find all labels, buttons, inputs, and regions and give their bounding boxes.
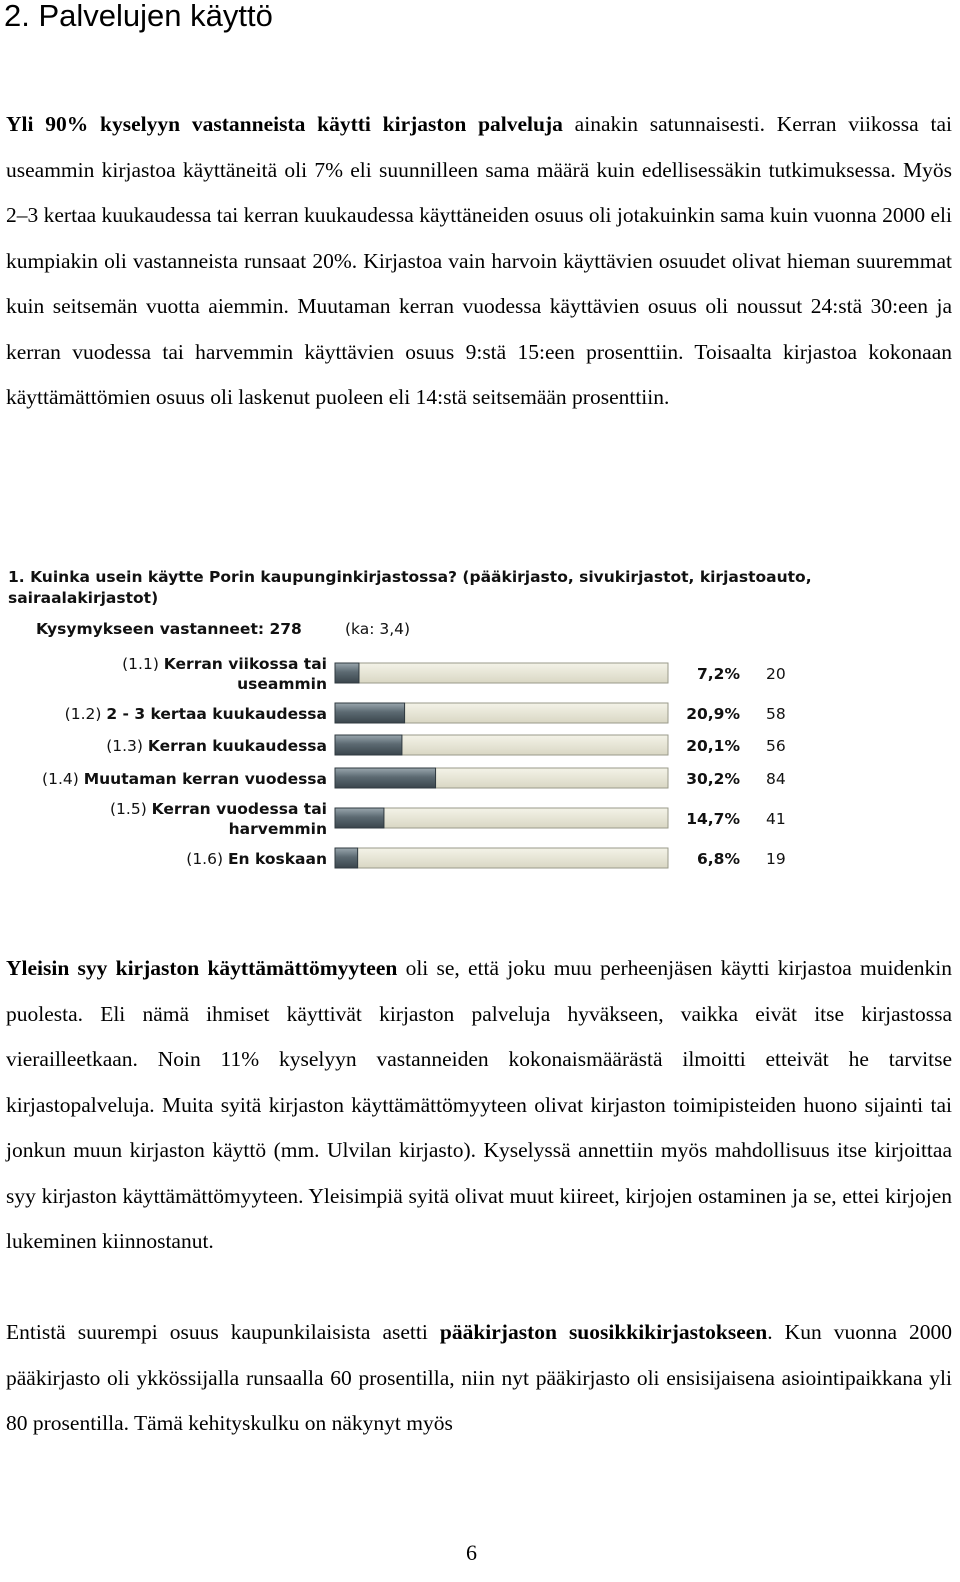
- count-label: 20: [766, 665, 786, 683]
- value-label: 20,9%: [686, 705, 740, 723]
- intro-text: ainakin satunnaisesti. Kerran viikossa tai useammin kirjastoa käyttäneitä oli 7% eli suunnilleen sama määrä kuin edellisessäkin tutkimuksessa. Myös 2–3 kertaa kuukaudessa tai kerran kuukaudessa käyttäneiden osuus oli jotakuinkin sama kuin vuonna 2000 eli kumpiakin oli vastanneista runsaat 20%. Kirjastoa vain harvoin käyttävien osuudet olivat hieman suuremmat kuin seitsemän vuotta aiemmin. Muutaman kerran vuodessa käyttävien osuus oli noussut 24:stä 30:een ja kerran vuodessa tai harvemmin käyttävien osuus 9:stä 15:een prosenttiin. Toisaalta kirjastoa kokonaan käyttämättömien osuus oli laskenut puoleen eli 14:stä seitsemään prosenttiin.: [6, 112, 952, 409]
- nonuse-paragraph: [6, 946, 952, 1265]
- category-text: harvemmin: [228, 820, 327, 838]
- category-label: [42, 770, 327, 788]
- category-text: Muutaman kerran vuodessa: [83, 770, 327, 788]
- category-label: [229, 820, 327, 838]
- category-text: useammin: [237, 675, 327, 693]
- category-code: (1.5): [110, 800, 152, 818]
- count-label: 19: [766, 850, 786, 868]
- value-label: 7,2%: [697, 665, 740, 683]
- bar: [335, 703, 405, 723]
- category-code: (1.2): [64, 705, 107, 723]
- favourite-text-after: . Kun vuonna 2000 pääkirjasto oli ykkössijalla runsaalla 60 prosentilla, niin nyt pääkirjasto oli ensisijaisena asiointipaikkana yli 80 prosentilla. Tämä kehityskulku on näkynyt myös: [6, 1320, 952, 1435]
- value-label: 6,8%: [697, 850, 740, 868]
- category-text: En koskaan: [227, 850, 327, 868]
- category-text: Kerran viikossa tai: [163, 655, 327, 673]
- bar-track: [335, 663, 668, 683]
- chart-question-line2: sairaalakirjastot): [8, 589, 159, 607]
- category-code: (1.6): [186, 850, 228, 868]
- count-label: 56: [766, 737, 786, 755]
- bar-track: [335, 848, 668, 868]
- bar: [335, 768, 436, 788]
- category-label: [186, 850, 327, 868]
- bar: [335, 808, 384, 828]
- category-label: [122, 655, 327, 673]
- value-label: 14,7%: [686, 810, 740, 828]
- category-code: (1.4): [42, 770, 84, 788]
- chart-question-line1: 1. Kuinka usein käytte Porin kaupunginkirjastossa? (pääkirjasto, sivukirjastot, kirjastoauto,: [8, 568, 812, 586]
- value-label: 30,2%: [686, 770, 740, 788]
- page-heading: 2. Palvelujen käyttö: [4, 0, 273, 33]
- category-code: (1.1): [122, 655, 164, 673]
- favourite-bold: pääkirjaston suosikkikirjastokseen: [439, 1320, 768, 1344]
- chart-average: (ka: 3,4): [345, 620, 411, 638]
- page-number: 6: [466, 1540, 477, 1565]
- count-label: 84: [766, 770, 786, 788]
- favourite-text-before: Entistä suurempi osuus kaupunkilaisista asetti: [6, 1320, 440, 1344]
- favourite-library-paragraph: [6, 1310, 952, 1447]
- count-label: 58: [766, 705, 786, 723]
- bar: [335, 735, 402, 755]
- count-label: 41: [766, 810, 786, 828]
- category-code: (1.3): [106, 737, 148, 755]
- chart-bars: [42, 655, 786, 868]
- intro-bold-lead: Yli 90% kyselyyn vastanneista käytti kirjaston palveluja: [6, 112, 563, 136]
- library-usage-chart: [0, 555, 960, 885]
- bar: [335, 663, 359, 683]
- nonuse-bold-lead: Yleisin syy kirjaston käyttämättömyyteen: [6, 956, 398, 980]
- category-label: [65, 705, 327, 723]
- chart-respondents: Kysymykseen vastanneet: 278: [36, 620, 302, 638]
- nonuse-text: oli se, että joku muu perheenjäsen käytti kirjastoa muidenkin puolesta. Eli nämä ihmiset käyttivät kirjaston palveluja hyväkseen, vaikka eivät itse kirjastossa vierailleetkaan. Noin 11% kyselyyn vastanneiden kokonaismäärästä ilmoitti etteivät he tarvitse kirjastopalveluja. Muita syitä kirjaston käyttämättömyyteen olivat kirjaston toimipisteiden huono sijainti tai jonkun muun kirjaston käyttö (mm. Ulvilan kirjasto). Kyselyssä annettiin myös mahdollisuus itse kirjoittaa syy kirjaston käyttämättömyyteen. Yleisimpiä syitä olivat muut kiireet, kirjojen ostaminen ja se, ettei kirjojen lukeminen kiinnostanut.: [6, 956, 952, 1253]
- category-text: 2 - 3 kertaa kuukaudessa: [106, 705, 327, 723]
- category-text: Kerran kuukaudessa: [147, 737, 327, 755]
- bar-track: [335, 808, 668, 828]
- category-text: Kerran vuodessa tai: [151, 800, 327, 818]
- bar: [335, 848, 358, 868]
- category-label: [106, 737, 327, 755]
- category-label: [110, 800, 327, 818]
- value-label: 20,1%: [686, 737, 740, 755]
- category-label: [237, 675, 327, 693]
- intro-paragraph: [6, 102, 952, 421]
